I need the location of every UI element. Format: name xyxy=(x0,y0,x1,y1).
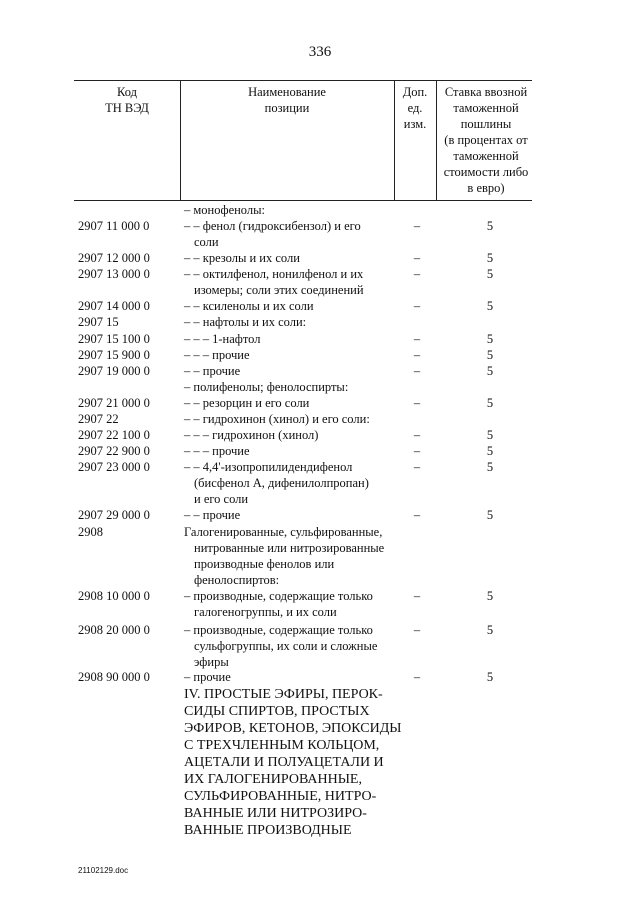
position-name xyxy=(184,524,394,588)
additional-unit: – xyxy=(413,589,421,603)
tnved-code: 2907 19 000 0 xyxy=(78,364,150,378)
position-name xyxy=(184,507,394,523)
duty-rate: 5 xyxy=(486,396,494,410)
position-name xyxy=(184,363,394,379)
tnved-code: 2907 22 xyxy=(78,412,119,426)
page-number: 336 xyxy=(308,44,332,60)
position-name xyxy=(184,622,394,670)
duty-rate: 5 xyxy=(486,428,494,442)
position-name xyxy=(184,427,394,443)
position-name xyxy=(184,588,394,620)
position-name-line: эфиры xyxy=(194,655,229,669)
tnved-code: 2907 15 xyxy=(78,315,119,329)
tnved-code: 2908 20 000 0 xyxy=(78,623,150,637)
tnved-code: 2908 10 000 0 xyxy=(78,589,150,603)
tnved-code: 2907 11 000 0 xyxy=(78,219,150,233)
tnved-code: 2907 21 000 0 xyxy=(78,396,150,410)
tnved-code: 2907 15 900 0 xyxy=(78,348,150,362)
position-name xyxy=(184,202,394,218)
duty-rate: 5 xyxy=(486,589,494,603)
section-title-line: ВАННЫЕ ПРОИЗВОДНЫЕ xyxy=(184,823,352,838)
position-name xyxy=(184,298,394,314)
position-name-line: – – фенол (гидроксибензол) и его xyxy=(184,219,361,233)
position-name-line: – – прочие xyxy=(184,508,241,522)
position-name-line: – монофенолы: xyxy=(184,203,266,217)
duty-rate: 5 xyxy=(486,219,494,233)
position-name-line: – прочие xyxy=(184,670,231,684)
footer-filename: 21102129.doc xyxy=(78,866,129,875)
position-name xyxy=(184,218,394,250)
position-name-line: соли xyxy=(194,235,219,249)
additional-unit: – xyxy=(413,460,421,474)
position-name-line: галогеногруппы, и их соли xyxy=(194,605,337,619)
section-title xyxy=(184,686,401,839)
tnved-code: 2908 xyxy=(78,525,103,539)
section-title-line: IV. ПРОСТЫЕ ЭФИРЫ, ПЕРОК- xyxy=(184,687,383,702)
section-title-line: СУЛЬФИРОВАННЫЕ, НИТРО- xyxy=(184,789,377,804)
position-name-line: Галогенированные, сульфированные, xyxy=(184,525,383,539)
position-name-line: – – крезолы и их соли xyxy=(184,251,300,265)
header-bottom-rule xyxy=(74,200,532,201)
additional-unit: – xyxy=(413,396,421,410)
duty-rate: 5 xyxy=(486,267,494,281)
tnved-code: 2907 22 100 0 xyxy=(78,428,150,442)
position-name-line: производные фенолов или xyxy=(194,557,335,571)
duty-rate: 5 xyxy=(486,444,494,458)
position-name-line: – – – прочие xyxy=(184,348,250,362)
additional-unit: – xyxy=(413,508,421,522)
duty-rate: 5 xyxy=(486,332,494,346)
position-name-line: нитрованные или нитрозированные xyxy=(194,541,385,555)
header-top-rule xyxy=(74,80,532,81)
position-name xyxy=(184,314,394,330)
tnved-code: 2907 22 900 0 xyxy=(78,444,150,458)
additional-unit: – xyxy=(413,332,421,346)
position-name-line: и его соли xyxy=(194,492,249,506)
position-name-line: – полифенолы; фенолоспирты: xyxy=(184,380,349,394)
duty-rate: 5 xyxy=(486,299,494,313)
position-name xyxy=(184,379,394,395)
section-title-line: ЭФИРОВ, КЕТОНОВ, ЭПОКСИДЫ xyxy=(184,721,402,736)
additional-unit: – xyxy=(413,364,421,378)
duty-rate: 5 xyxy=(486,623,494,637)
position-name xyxy=(184,266,394,298)
tnved-code: 2907 14 000 0 xyxy=(78,299,150,313)
position-name-line: изомеры; соли этих соединений xyxy=(194,283,364,297)
additional-unit: – xyxy=(413,348,421,362)
additional-unit: – xyxy=(413,623,421,637)
additional-unit: – xyxy=(413,219,421,233)
tnved-code: 2907 15 100 0 xyxy=(78,332,150,346)
position-name xyxy=(184,250,394,266)
position-name-line: фенолоспиртов: xyxy=(194,573,280,587)
section-title-line: СИДЫ СПИРТОВ, ПРОСТЫХ xyxy=(184,704,370,719)
header-code: Код ТН ВЭД xyxy=(105,85,149,115)
tnved-code: 2907 13 000 0 xyxy=(78,267,150,281)
additional-unit: – xyxy=(413,299,421,313)
position-name xyxy=(184,459,394,507)
duty-rate: 5 xyxy=(486,460,494,474)
position-name-line: – – – 1-нафтол xyxy=(184,332,261,346)
additional-unit: – xyxy=(413,267,421,281)
header-name: Наименование позиции xyxy=(248,85,326,115)
position-name-line: (бисфенол А, дифенилолпропан) xyxy=(194,476,369,490)
position-name-line: – производные, содержащие только xyxy=(184,589,373,603)
section-title-line: ИХ ГАЛОГЕНИРОВАННЫЕ, xyxy=(184,772,362,787)
position-name xyxy=(184,395,394,411)
section-title-line: АЦЕТАЛИ И ПОЛУАЦЕТАЛИ И xyxy=(184,755,384,770)
position-name-line: – – – прочие xyxy=(184,444,250,458)
position-name-line: – – ксиленолы и их соли xyxy=(184,299,314,313)
position-name-line: – – прочие xyxy=(184,364,241,378)
duty-rate: 5 xyxy=(486,670,494,684)
position-name-line: – – резорцин и его соли xyxy=(184,396,310,410)
position-name-line: – – гидрохинон (хинол) и его соли: xyxy=(184,412,370,426)
position-name xyxy=(184,443,394,459)
position-name-line: – – 4,4'-изопропилидендифенол xyxy=(184,460,353,474)
duty-rate: 5 xyxy=(486,251,494,265)
additional-unit: – xyxy=(413,428,421,442)
tnved-code: 2908 90 000 0 xyxy=(78,670,150,684)
position-name xyxy=(184,411,394,427)
header-unit: Доп. ед. изм. xyxy=(402,85,428,131)
additional-unit: – xyxy=(413,670,421,684)
tnved-code: 2907 29 000 0 xyxy=(78,508,150,522)
tnved-code: 2907 23 000 0 xyxy=(78,460,150,474)
position-name-line: сульфогруппы, их соли и сложные xyxy=(194,639,378,653)
additional-unit: – xyxy=(413,251,421,265)
position-name xyxy=(184,669,394,685)
position-name-line: – – – гидрохинон (хинол) xyxy=(184,428,319,442)
position-name-line: – – октилфенол, нонилфенол и их xyxy=(184,267,364,281)
section-title-line: С ТРЕХЧЛЕННЫМ КОЛЬЦОМ, xyxy=(184,738,380,753)
header-rate: Ставка ввозной таможенной пошлины (в процентах от таможенной стоимости либо в евро) xyxy=(443,85,529,195)
position-name xyxy=(184,331,394,347)
section-title-line: ВАННЫЕ ИЛИ НИТРОЗИРО- xyxy=(184,806,367,821)
additional-unit: – xyxy=(413,444,421,458)
duty-rate: 5 xyxy=(486,508,494,522)
position-name xyxy=(184,347,394,363)
position-name-line: – производные, содержащие только xyxy=(184,623,373,637)
duty-rate: 5 xyxy=(486,364,494,378)
tnved-code: 2907 12 000 0 xyxy=(78,251,150,265)
duty-rate: 5 xyxy=(486,348,494,362)
position-name-line: – – нафтолы и их соли: xyxy=(184,315,307,329)
